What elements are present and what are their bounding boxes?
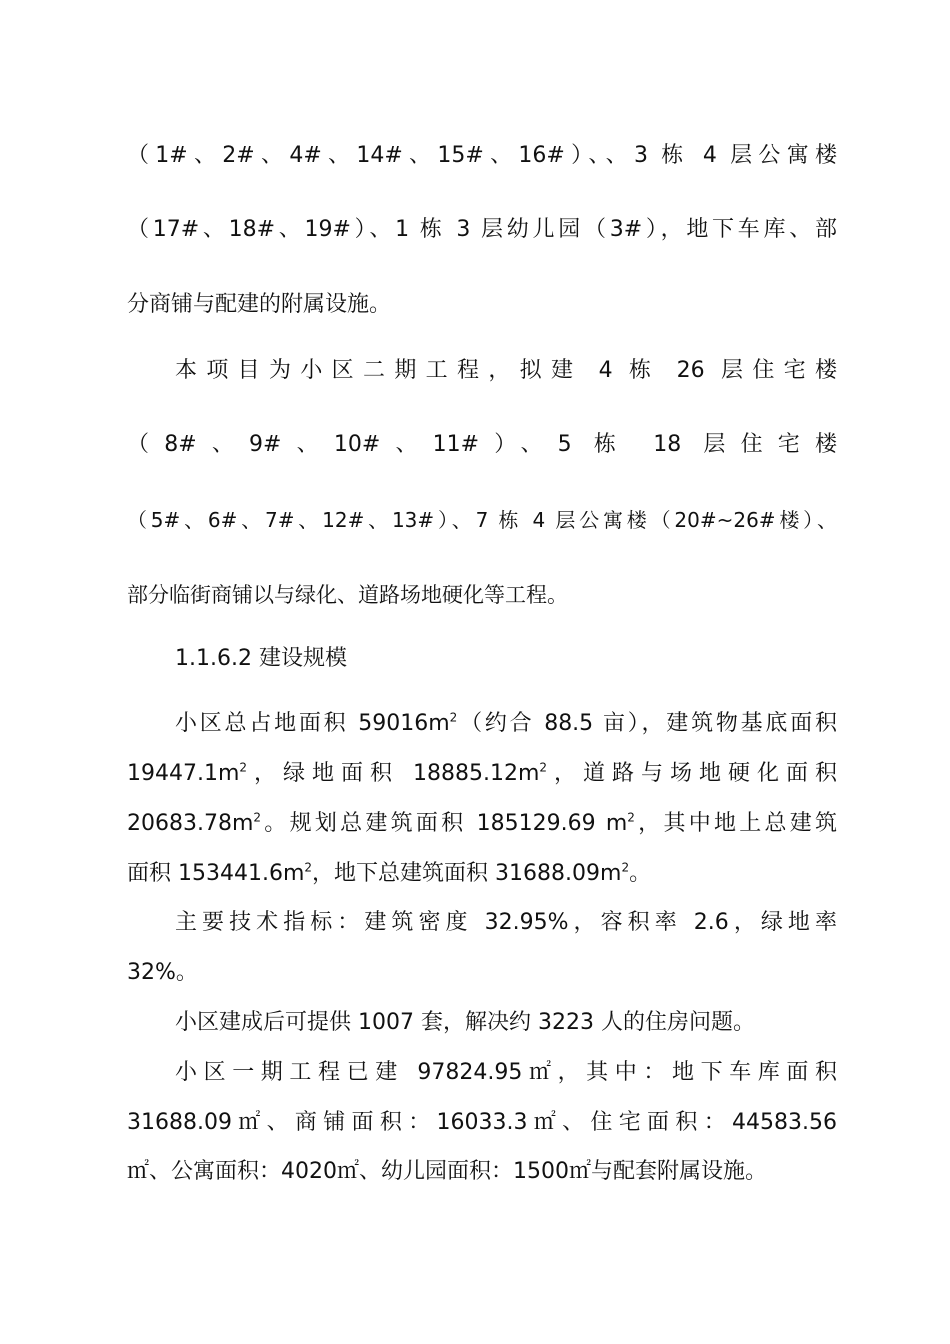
paragraph-3-line-3: $20683.78m^2$。规划总建筑面积 185129.69 $m^2$，其中地上总建筑 bbox=[127, 810, 837, 836]
paragraph-1-line-1: （1#、2#、4#、14#、15#、16#）、、3 栋 4 层公寓楼 bbox=[127, 143, 837, 168]
paragraph-4-line-2: 32%。 bbox=[127, 960, 198, 985]
paragraph-2-line-3: （5#、6#、7#、12#、13#）、7 栋 4 层公寓楼（20#~26#楼）、 bbox=[127, 508, 837, 532]
paragraph-3-line-4: 面积 $153441.6m^2$，地下总建筑面积 $31688.09m^2$。 bbox=[127, 860, 652, 886]
paragraph-2-line-2: （8#、9#、10#、11#）、5 栋 18 层住宅楼 bbox=[127, 432, 837, 457]
paragraph-6-line-2: 31688.09㎡、商铺面积：16033.3㎡、住宅面积：44583.56 bbox=[127, 1110, 837, 1135]
section-heading: 1.1.6.2 建设规模 bbox=[175, 646, 347, 671]
paragraph-2-line-1: 本项目为小区二期工程，拟建 4 栋 26 层住宅楼 bbox=[175, 358, 837, 383]
paragraph-4-line-1: 主要技术指标：建筑密度 32.95%，容积率 2.6，绿地率 bbox=[175, 910, 837, 935]
paragraph-2-line-4: 部分临街商铺以与绿化、道路场地硬化等工程。 bbox=[127, 583, 568, 607]
paragraph-1-line-2: （17#、18#、19#）、1 栋 3 层幼儿园（3#），地下车库、部 bbox=[127, 217, 837, 242]
paragraph-1-line-3: 分商铺与配建的附属设施。 bbox=[127, 292, 392, 317]
paragraph-3-line-1: 小区总占地面积 $59016m^2$（约合 88.5 亩），建筑物基底面积 bbox=[175, 710, 837, 736]
paragraph-6-line-1: 小区一期工程已建 97824.95㎡，其中：地下车库面积 bbox=[175, 1060, 837, 1085]
paragraph-3-line-2: $19447.1m^2$，绿地面积 $18885.12m^2$，道路与场地硬化面积 bbox=[127, 760, 837, 786]
paragraph-6-line-3: ㎡、公寓面积：4020㎡、幼儿园面积：1500㎡与配套附属设施。 bbox=[127, 1159, 767, 1184]
paragraph-5-line-1: 小区建成后可提供 1007 套，解决约 3223 人的住房问题。 bbox=[175, 1010, 755, 1035]
